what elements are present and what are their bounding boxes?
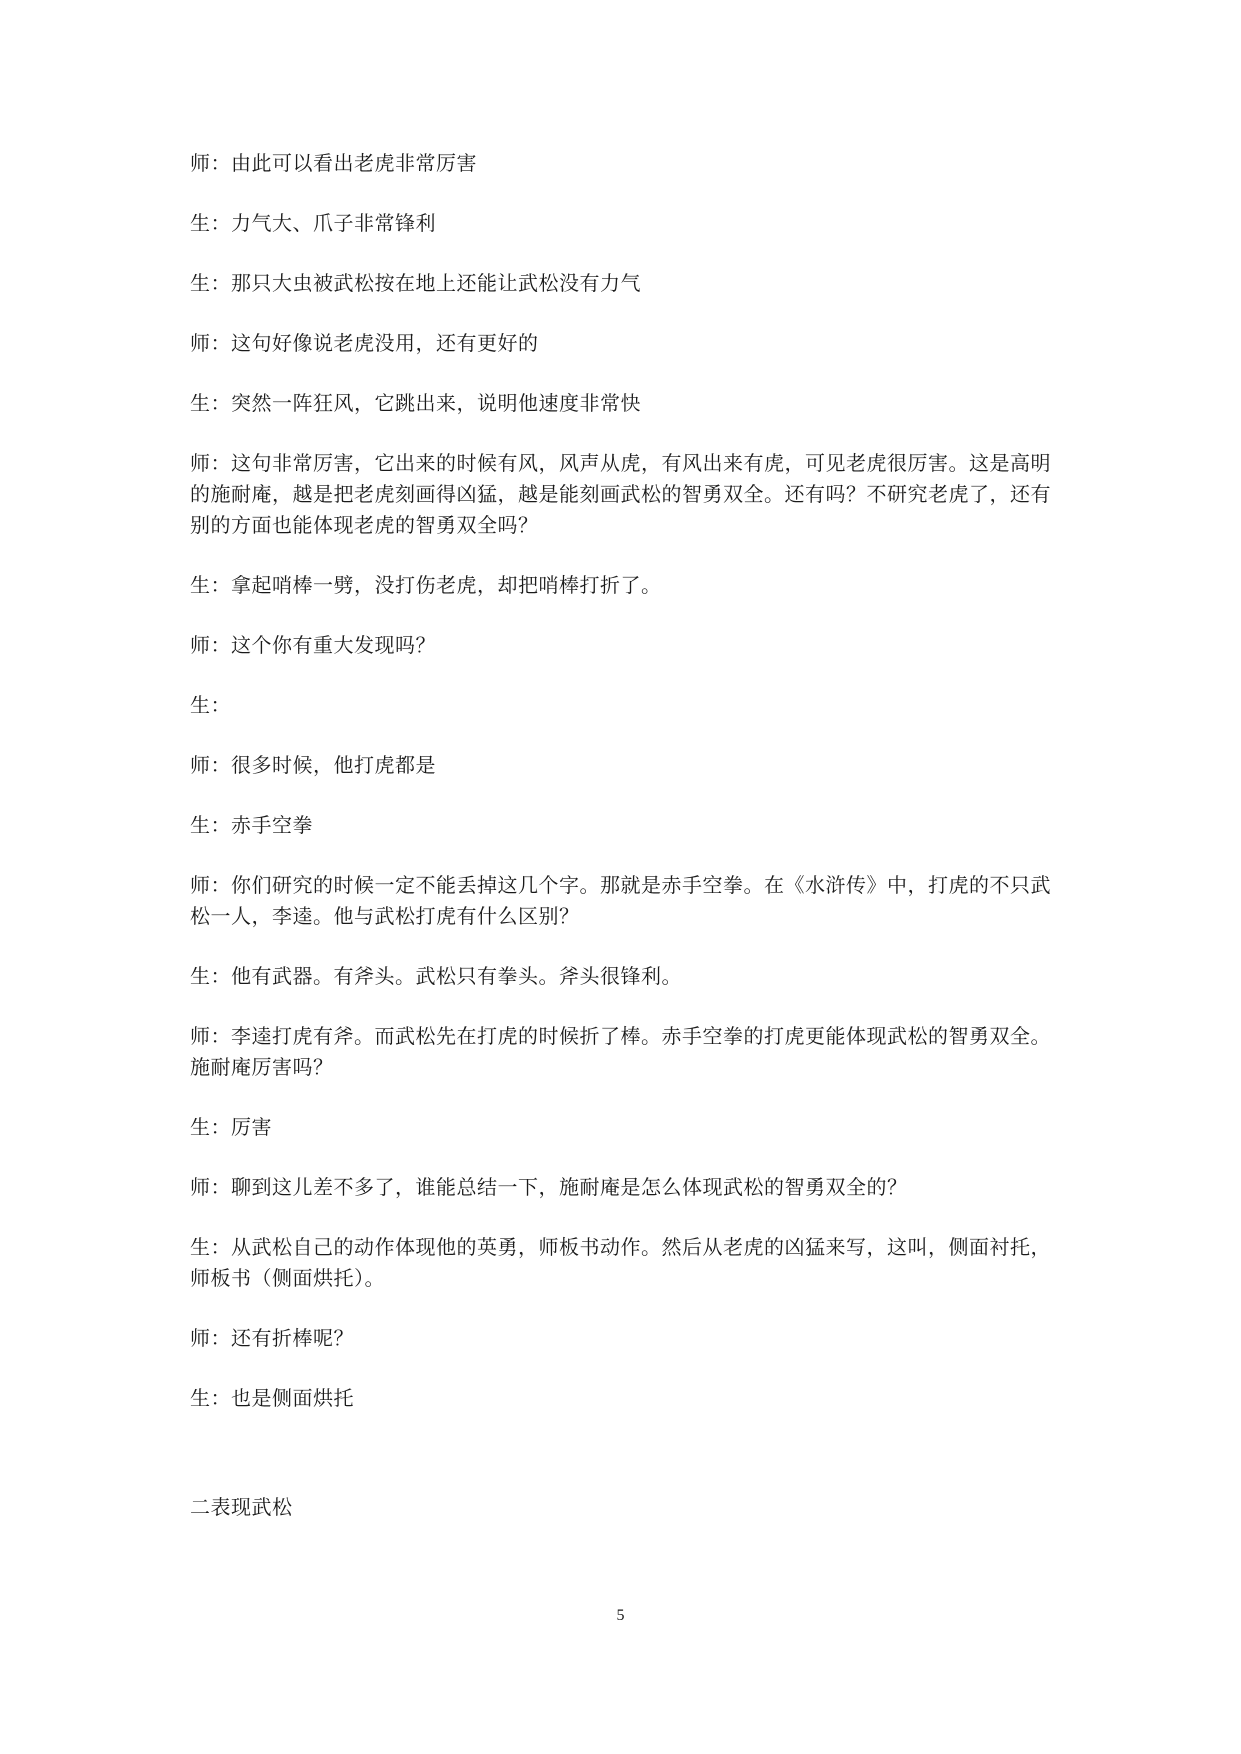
paragraph: 师：这句非常厉害，它出来的时候有风，风声从虎，有风出来有虎，可见老虎很厉害。这是高明的施耐庵，越是把老虎刻画得凶猛，越是能刻画武松的智勇双全。还有吗？不研究老虎了，还有别的方面也能体现老虎的智勇双全吗？	[190, 451, 1051, 537]
paragraph: 师：还有折棒呢？	[190, 1326, 354, 1350]
document-body	[190, 148, 1060, 1552]
section-heading: 二表现武松	[190, 1495, 293, 1519]
paragraph: 生：突然一阵狂风，它跳出来，说明他速度非常快	[190, 391, 641, 415]
paragraph: 师：李逵打虎有斧。而武松先在打虎的时候折了棒。赤手空拳的打虎更能体现武松的智勇双全。施耐庵厉害吗？	[190, 1024, 1051, 1079]
paragraph: 生：那只大虫被武松按在地上还能让武松没有力气	[190, 271, 641, 295]
paragraph: 师：你们研究的时候一定不能丢掉这几个字。那就是赤手空拳。在《水浒传》中，打虎的不只武松一人，李逵。他与武松打虎有什么区别？	[190, 873, 1051, 928]
paragraph: 师：聊到这儿差不多了，谁能总结一下，施耐庵是怎么体现武松的智勇双全的？	[190, 1175, 908, 1199]
paragraph: 生：厉害	[190, 1115, 272, 1139]
paragraph: 师：由此可以看出老虎非常厉害	[190, 151, 477, 175]
paragraph: 生：他有武器。有斧头。武松只有拳头。斧头很锋利。	[190, 964, 682, 988]
paragraph: 生：从武松自己的动作体现他的英勇，师板书动作。然后从老虎的凶猛来写，这叫，侧面衬托，师板书（侧面烘托）。	[190, 1235, 1051, 1290]
paragraph: 生：	[190, 693, 231, 717]
paragraph: 生：赤手空拳	[190, 813, 313, 837]
paragraph: 师：这句好像说老虎没用，还有更好的	[190, 331, 539, 355]
paragraph: 生：也是侧面烘托	[190, 1386, 354, 1410]
paragraph: 师：这个你有重大发现吗？	[190, 633, 436, 657]
paragraph: 生：拿起哨棒一劈，没打伤老虎，却把哨棒打折了。	[190, 573, 662, 597]
page-number: 5	[616, 1607, 625, 1624]
paragraph: 师：很多时候，他打虎都是	[190, 753, 436, 777]
paragraph: 生：力气大、爪子非常锋利	[190, 211, 436, 235]
